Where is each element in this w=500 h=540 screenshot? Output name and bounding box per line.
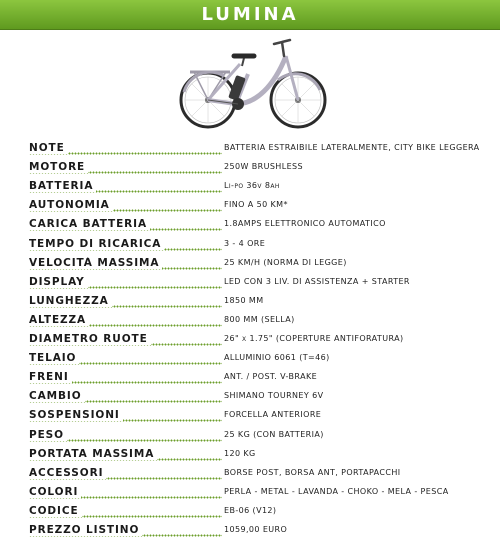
spec-value: 25 KG (CON BATTERIA)	[224, 429, 324, 439]
spec-label	[29, 142, 222, 156]
spec-value: BORSE POST, BORSA ANT, PORTAPACCHI	[224, 467, 401, 477]
spec-row	[0, 158, 500, 177]
spec-label-text: PESO	[29, 429, 67, 441]
spec-value: 1059,00 EURO	[224, 525, 288, 534]
spec-label	[29, 371, 222, 385]
spec-label-text: PREZZO LISTINO	[29, 524, 142, 536]
spec-value: PERLA - METAL - LAVANDA - CHOKO - MELA - PESCA	[224, 486, 449, 496]
spec-label-text: MOTORE	[29, 161, 88, 173]
spec-label	[29, 238, 222, 252]
spec-label-text: CARICA BATTERIA	[29, 218, 150, 230]
spec-label	[29, 218, 222, 232]
spec-label-text: AUTONOMIA	[29, 199, 113, 211]
spec-value: EB-06 (V12)	[224, 505, 277, 515]
spec-label-text: LUNGHEZZA	[29, 295, 112, 307]
spec-label-text: CAMBIO	[29, 390, 85, 402]
spec-row	[0, 330, 500, 349]
spec-row	[0, 215, 500, 234]
spec-label	[29, 409, 222, 423]
spec-value: 120 KG	[224, 448, 256, 458]
spec-row	[0, 235, 500, 254]
spec-value: 25 KM/H (NORMA DI LEGGE)	[224, 257, 347, 267]
spec-label-text: BATTERIA	[29, 180, 96, 192]
spec-row	[0, 387, 500, 406]
spec-value: FINO A 50 KM*	[224, 200, 288, 210]
spec-label	[29, 257, 222, 271]
spec-label-text: TELAIO	[29, 352, 79, 364]
spec-row	[0, 292, 500, 311]
spec-value: BATTERIA ESTRAIBILE LATERALMENTE, CITY BIKE LEGGERA	[224, 143, 480, 152]
spec-row	[0, 426, 500, 445]
spec-value: SHIMANO TOURNEY 6V	[224, 391, 324, 401]
spec-label-text: ACCESSORI	[29, 467, 106, 479]
spec-value: ALLUMINIO 6061 (T=46)	[224, 353, 330, 363]
title-banner	[0, 0, 500, 29]
spec-label	[29, 333, 222, 347]
spec-value: 250W BRUSHLESS	[224, 162, 303, 172]
spec-label-text: DIAMETRO RUOTE	[29, 333, 151, 345]
spec-row	[0, 464, 500, 483]
spec-label-text: NOTE	[29, 142, 68, 154]
spec-label	[29, 161, 222, 175]
spec-row	[0, 521, 500, 540]
spec-value: 26" x 1.75" (COPERTURE ANTIFORATURA)	[224, 334, 404, 343]
spec-label	[29, 448, 222, 462]
product-title: LUMINA	[201, 4, 299, 25]
spec-row	[0, 196, 500, 215]
spec-row	[0, 177, 500, 196]
spec-row	[0, 483, 500, 502]
spec-value: FORCELLA ANTERIORE	[224, 410, 322, 420]
spec-row	[0, 311, 500, 330]
e-bike-image	[178, 34, 328, 132]
spec-label-text: PORTATA MASSIMA	[29, 448, 157, 460]
spec-label	[29, 486, 222, 500]
spec-row	[0, 349, 500, 368]
spec-label	[29, 314, 222, 328]
spec-row	[0, 368, 500, 387]
spec-label	[29, 390, 222, 404]
spec-label	[29, 180, 222, 194]
spec-row	[0, 445, 500, 464]
spec-label	[29, 352, 222, 366]
spec-label	[29, 505, 222, 519]
spec-row	[0, 406, 500, 425]
spec-row	[0, 139, 500, 158]
spec-label-text: FRENI	[29, 371, 72, 383]
spec-label-text: SOSPENSIONI	[29, 409, 123, 421]
spec-label-text: COLORI	[29, 486, 81, 498]
spec-value: 3 - 4 ORE	[224, 238, 266, 248]
spec-label	[29, 199, 222, 213]
spec-value: 1.8AMPS ELETTRONICO AUTOMATICO	[224, 219, 386, 229]
spec-row	[0, 273, 500, 292]
spec-label	[29, 467, 222, 481]
spec-label	[29, 524, 222, 538]
spec-label-text: DISPLAY	[29, 276, 88, 288]
spec-label-text: CODICE	[29, 505, 82, 517]
spec-label-text: TEMPO DI RICARICA	[29, 238, 164, 250]
spec-value: 1850 MM	[224, 295, 264, 305]
spec-value: Li-po 36v 8ah	[224, 181, 280, 191]
spec-value: ANT. / POST. V-BRAKE	[224, 372, 318, 382]
spec-value: 800 MM (SELLA)	[224, 314, 295, 324]
spec-label	[29, 429, 222, 443]
spec-row	[0, 254, 500, 273]
spec-label	[29, 276, 222, 290]
spec-row	[0, 502, 500, 521]
spec-value: LED CON 3 LIV. DI ASSISTENZA + STARTER	[224, 276, 410, 286]
spec-label-text: ALTEZZA	[29, 314, 89, 326]
spec-label-text: VELOCITÀ MASSIMA	[29, 257, 162, 269]
spec-label	[29, 295, 222, 309]
